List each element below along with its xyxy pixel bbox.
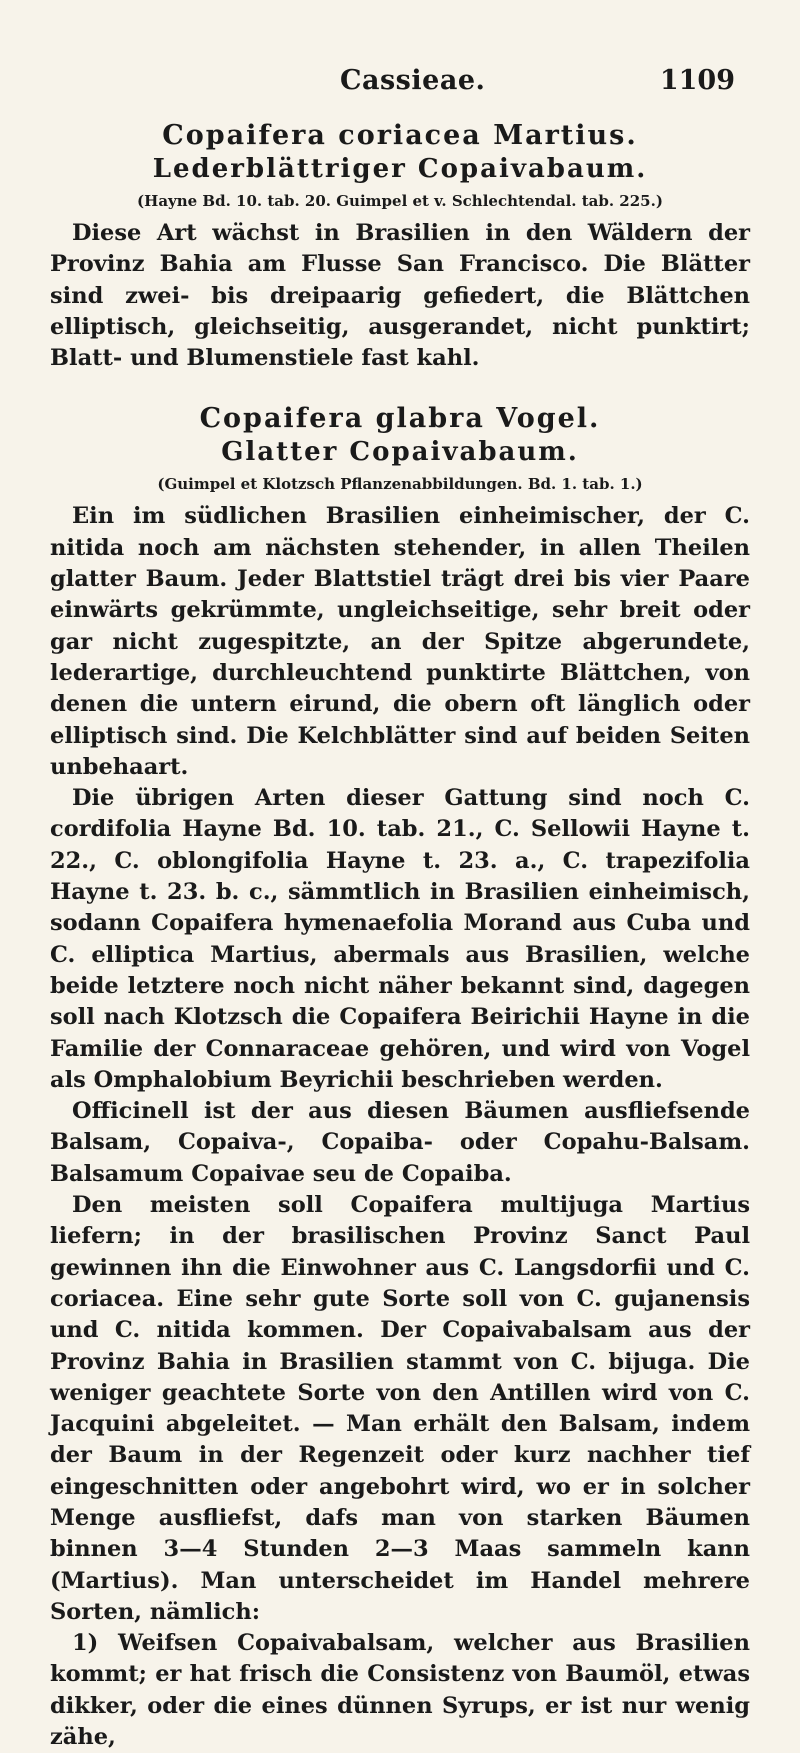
reference-line: (Hayne Bd. 10. tab. 20. Guimpel et v. Schlechtendal. tab. 225.) <box>137 192 663 210</box>
common-name-heading: Glatter Copaivabaum. <box>221 437 579 468</box>
species-heading: Copaifera coriacea Martius. <box>162 120 638 151</box>
paragraph: Die übrigen Arten dieser Gattung sind noch C. cordifolia Hayne Bd. 10. tab. 21., C. Sellowii Hayne t. 22., C. oblongifolia Hayne t. 23. a., C. trapezifolia Hayne t. 23. b. c., sämmtlich in Brasilien einheimisch, sodann Copaifera hymenaefolia Morand aus Cuba und C. elliptica Martius, abermals aus Brasilien, welche beide letztere noch nicht näher bekannt sind, dagegen soll nach Klotzsch die Copaifera Beirichii Hayne in die Familie der Connaraceae gehören, und wird von Vogel als Omphalobium Beyrichii beschrieben werden. <box>50 785 750 1093</box>
paragraph: Officinell ist der aus diesen Bäumen ausfliefsende Balsam, Copaiva-, Copaiba- oder Copahu-Balsam. Balsamum Copaivae seu de Copaiba. <box>50 1098 750 1187</box>
paragraph: 1) Weifsen Copaivabalsam, welcher aus Brasilien kommt; er hat frisch die Consistenz von Baumöl, etwas dikker, oder die eines dünnen Syrups, er ist nur wenig zähe, <box>50 1630 750 1751</box>
reference-line: (Guimpel et Klotzsch Pflanzenabbildungen. Bd. 1. tab. 1.) <box>157 475 643 494</box>
paragraph: Ein im südlichen Brasilien einheimischer, der C. nitida noch am nächsten stehender, in allen Theilen glatter Baum. Jeder Blattstiel trägt drei bis vier Paare einwärts gekrümmte, ungleichseitige, sehr breit oder gar nicht zugespitzte, an der Spitze abgerundete, lederartige, durchleuchtend punktirte Blättchen, von denen die untern eirund, die obern oft länglich oder elliptisch sind. Die Kelchblätter sind auf beiden Seiten unbehaart. <box>50 503 750 780</box>
common-name-heading: Lederblättriger Copaivabaum. <box>152 154 648 184</box>
species-heading: Copaifera glabra Vogel. <box>199 403 601 435</box>
paragraph: Den meisten soll Copaifera multijuga Martius liefern; in der brasilischen Provinz Sanct Paul gewinnen ihn die Einwohner aus C. Langsdorfii und C. coriacea. Eine sehr gute Sorte soll von C. gujanensis und C. nitida kommen. Der Copaivabalsam aus der Provinz Bahia in Brasilien stammt von C. bijuga. Die weniger geachtete Sorte von den Antillen wird von C. Jacquini abgeleitet. — Man erhält den Balsam, indem der Baum in der Regenzeit oder kurz nachher tief eingeschnitten oder angebohrt wird, wo er in solcher Menge ausfliefst, dafs man von starken Bäumen binnen 3—4 Stunden 2—3 Maas sammeln kann (Martius). Man unterscheidet im Handel mehrere Sorten, nämlich: <box>50 1192 750 1625</box>
running-header <box>50 55 750 105</box>
paragraph: Diese Art wächst in Brasilien in den Wäldern der Provinz Bahia am Flusse San Francisco. Die Blätter sind zwei- bis dreipaarig gefiedert, die Blättchen elliptisch, gleichseitig, ausgerandet, nicht punktirt; Blatt- und Blumenstiele fast kahl. <box>50 220 750 372</box>
header-title: Cassieae. <box>340 65 486 96</box>
book-page <box>50 55 750 1753</box>
page-number: 1109 <box>659 65 735 96</box>
